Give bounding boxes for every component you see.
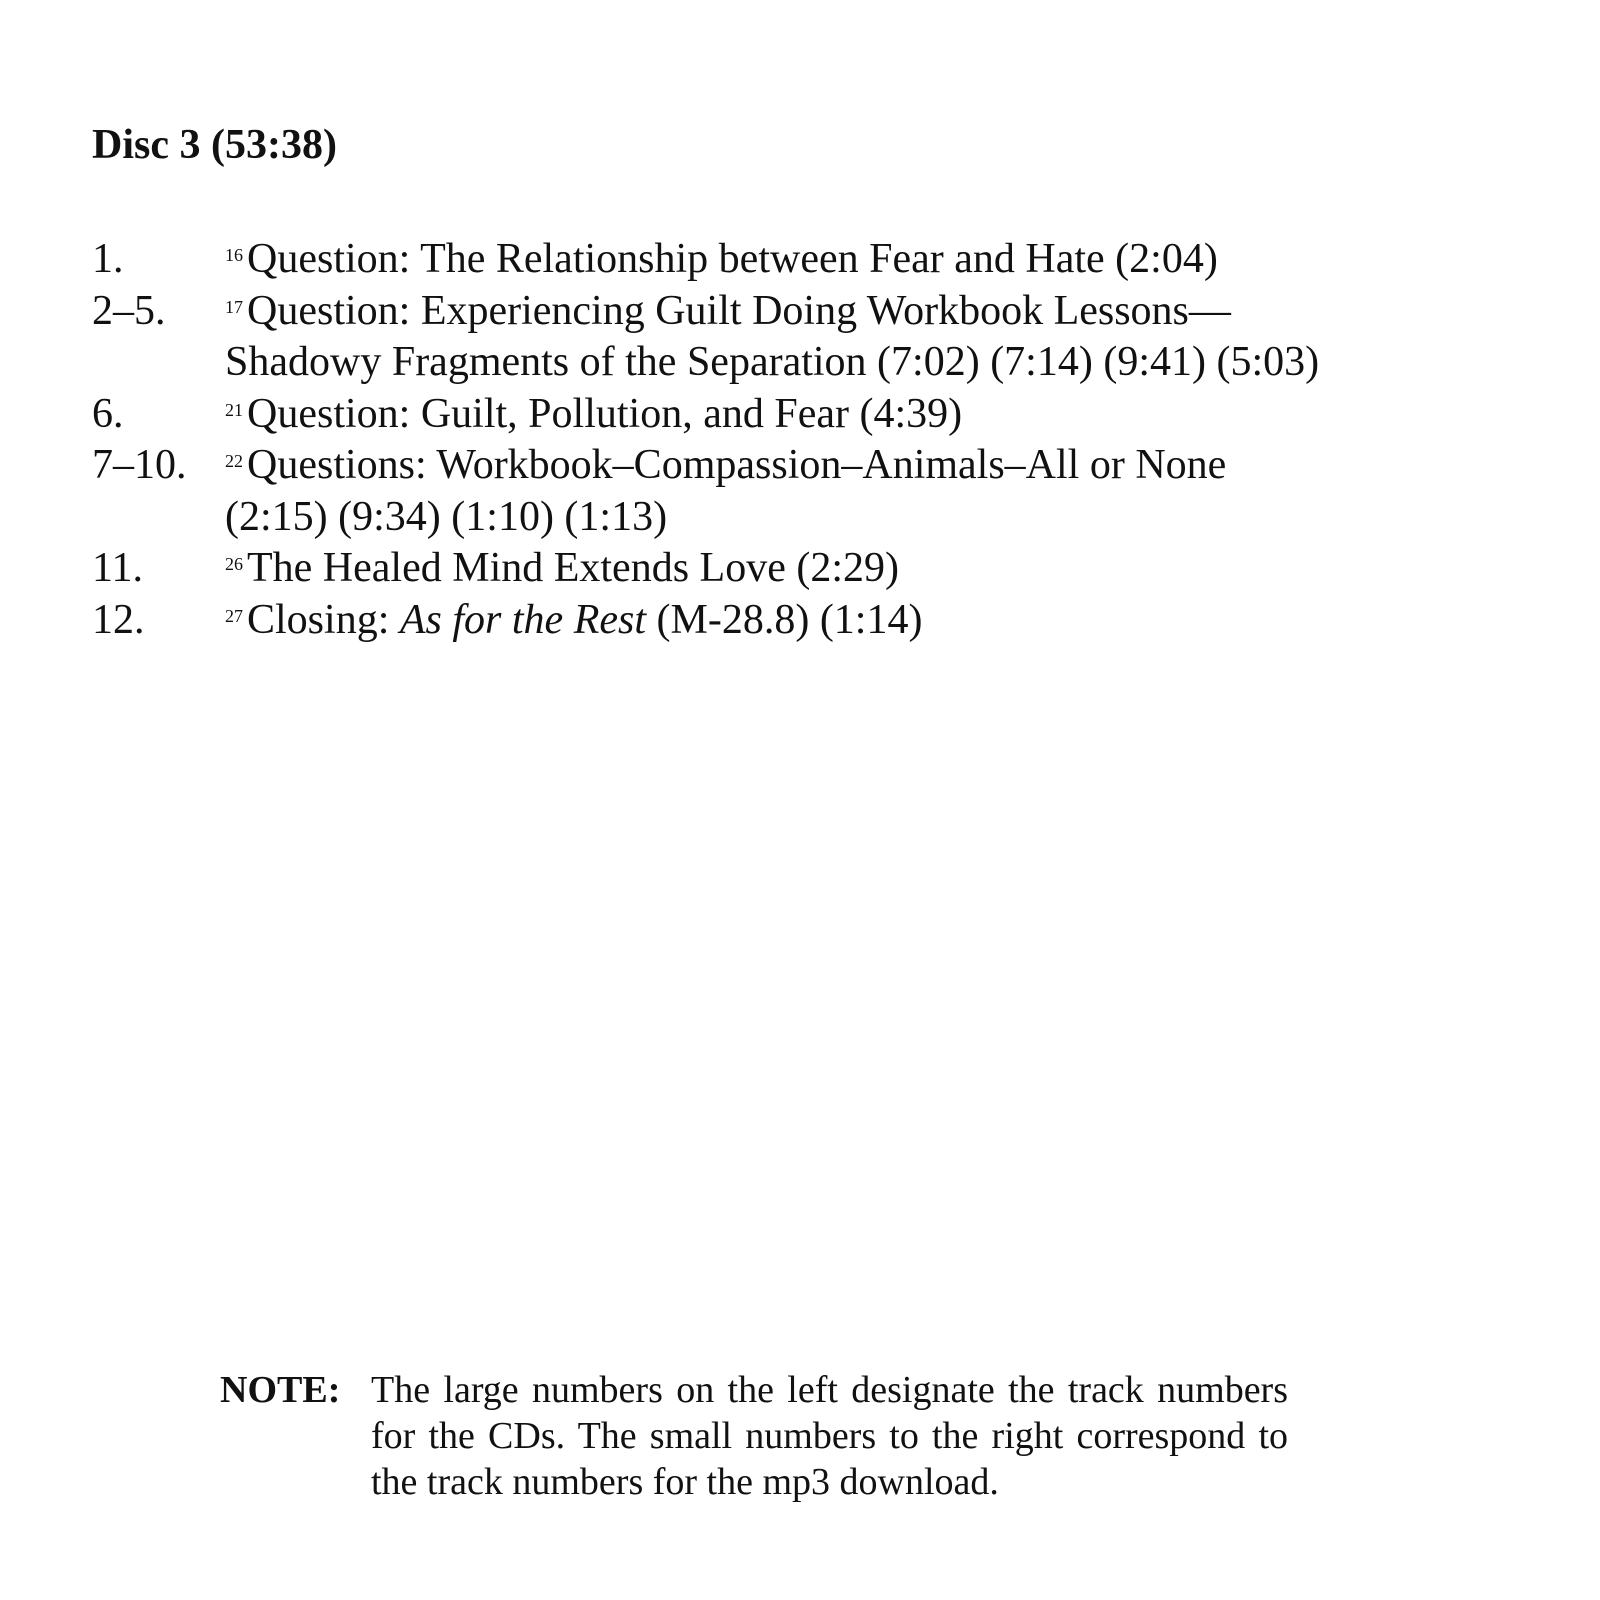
- cd-track-number: 6.: [92, 390, 124, 437]
- mp3-track-number: 21: [225, 399, 243, 420]
- cd-track-number: 12.: [92, 596, 145, 643]
- track-line: [225, 440, 1572, 492]
- track-description: [225, 440, 1572, 543]
- track-title: Questions: Workbook–Compassion–Animals–All or None: [247, 442, 1227, 488]
- track-title-suffix: (M-28.8) (1:14): [646, 596, 923, 643]
- track-item: [92, 286, 1572, 389]
- track-line-continuation: (2:15) (9:34) (1:10) (1:13): [225, 493, 668, 540]
- track-line: [225, 234, 1572, 286]
- track-title: Question: Guilt, Pollution, and Fear (4:39): [247, 390, 963, 437]
- track-line-continuation: Shadowy Fragments of the Separation (7:02) (7:14) (9:41) (5:03): [225, 339, 1320, 385]
- note-block: [220, 1367, 1288, 1505]
- track-description: [225, 389, 1572, 441]
- track-description: [225, 234, 1572, 286]
- cd-track-number: 1.: [92, 236, 124, 282]
- track-item: [92, 543, 1572, 595]
- track-title: Question: Experiencing Guilt Doing Workbook Lessons—: [247, 287, 1231, 334]
- track-line: [225, 389, 1572, 441]
- track-title: Question: The Relationship between Fear and Hate (2:04): [247, 236, 1218, 282]
- track-list: [92, 234, 1572, 646]
- track-title: The Healed Mind Extends Love (2:29): [247, 545, 899, 591]
- mp3-track-number: 17: [225, 296, 243, 317]
- track-item: [92, 234, 1572, 286]
- track-description: [225, 543, 1572, 595]
- track-line: [225, 595, 1572, 647]
- note-label: NOTE:: [220, 1369, 341, 1411]
- track-line: [225, 286, 1572, 338]
- track-title-italic: As for the Rest: [399, 596, 647, 643]
- disc-title: Disc 3 (53:38): [92, 122, 337, 168]
- cd-track-number: 7–10.: [92, 442, 187, 488]
- cd-track-number: 2–5.: [92, 287, 166, 334]
- cd-track-number: 11.: [92, 545, 143, 591]
- track-description: [225, 286, 1572, 389]
- note-text: The large numbers on the left designate the track numbers for the CDs. The small numbers to the right correspond to the track numbers for the mp3 download.: [371, 1369, 1288, 1503]
- mp3-track-number: 16: [225, 245, 243, 265]
- track-item: [92, 595, 1572, 647]
- mp3-track-number: 27: [225, 605, 243, 626]
- track-item: [92, 440, 1572, 543]
- mp3-track-number: 26: [225, 554, 243, 574]
- track-line: [225, 543, 1572, 595]
- track-title-prefix: Closing:: [247, 596, 400, 643]
- track-item: [92, 389, 1572, 441]
- mp3-track-number: 22: [225, 451, 243, 471]
- track-description: [225, 595, 1572, 647]
